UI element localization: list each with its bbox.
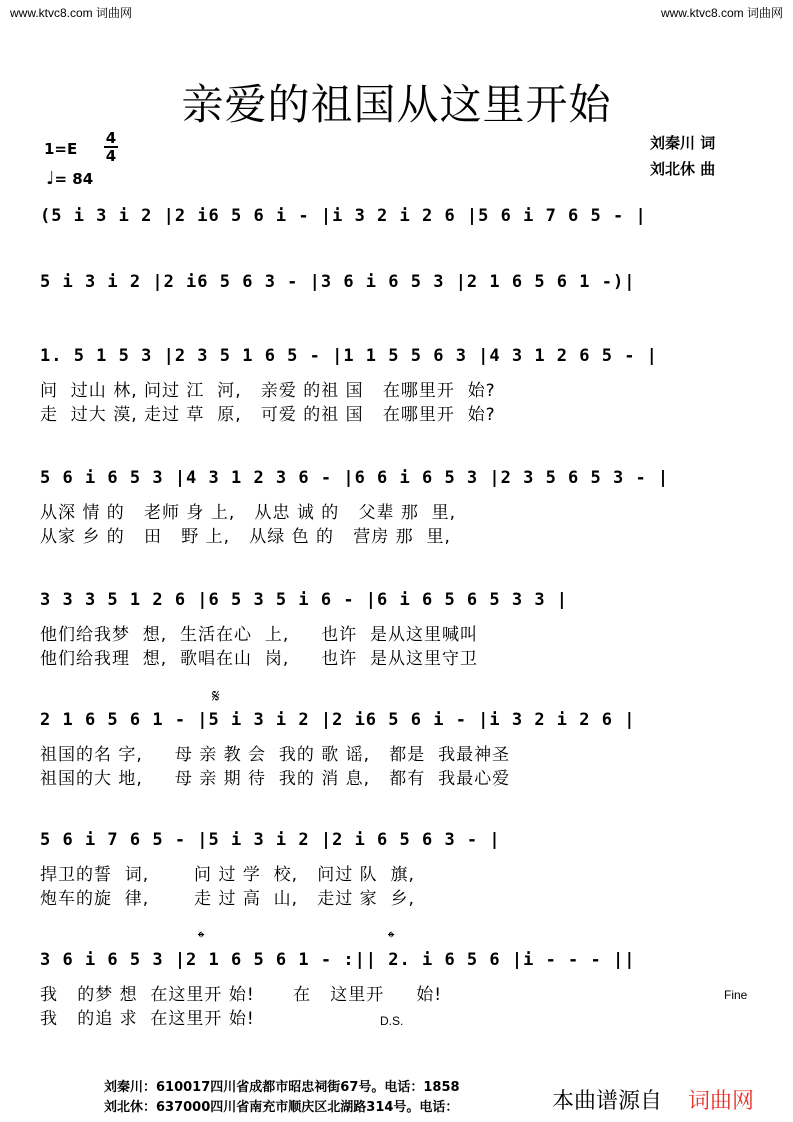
key-signature: 1=E [44,140,78,158]
lyric-row-8a: 我 的梦 想 在这里开 始! 在 这里开 始! [40,985,443,1005]
notation-row-7: 5 6 i 7 6 5 - |5 i 3 i 2 |2 i 6 5 6 3 - | [40,830,501,850]
time-signature [104,130,118,164]
notation-row-6: 2 1 6 5 6 1 - |5 i 3 i 2 |2 i6 5 6 i - |i 3 2 i 2 6 | [40,710,636,730]
watermark-right: www.ktvc8.com 词曲网 [660,6,783,20]
lyric-row-7a: 捍卫的誓 词, 问 过 学 校, 问过 队 旗, [40,865,415,885]
footer-contact-1: 刘秦川：610017四川省成都市昭忠祠街67号。电话：1858 [104,1080,460,1095]
watermark-left: www.ktvc8.com 词曲网 [10,6,133,20]
lyric-row-3a: 问 过山 林, 问过 江 河, 亲爱 的祖 国 在哪里开 始? [40,381,496,401]
lyric-row-5a: 他们给我梦 想, 生活在心 上, 也许 是从这里喊叫 [40,625,479,645]
footer-contact-2: 刘北休：637000四川省南充市顺庆区北湖路314号。电话： [104,1100,459,1115]
time-bottom: 4 [105,147,117,165]
lyricist: 刘秦川 词 [650,134,716,152]
lyric-row-4b: 从家 乡 的 田 野 上, 从绿 色 的 营房 那 里, [40,527,451,547]
notation-row-3: 1. 5 1 5 3 |2 3 5 1 6 5 - |1 1 5 5 6 3 |4 3 1 2 6 5 - | [40,346,658,366]
coda-icon-2: 𝄌 [388,928,395,949]
lyric-row-6b: 祖国的大 地, 母 亲 期 待 我的 消 息, 都有 我最心爱 [40,769,511,789]
notation-row-8: 3 6 i 6 5 3 |2 1 6 5 6 1 - :|| 2. i 6 5 6 |i - - - || [40,950,636,970]
ds-marking: D.S. [380,1014,404,1028]
lyric-row-3b: 走 过大 漠, 走过 草 原, 可爱 的祖 国 在哪里开 始? [40,405,496,425]
composer: 刘北休 曲 [650,160,716,178]
time-top: 4 [105,129,117,147]
tempo-value: = 84 [54,170,94,188]
coda-icon-1: 𝄌 [198,928,205,949]
fine-marking: Fine [724,988,748,1002]
lyric-row-7b: 炮车的旋 律, 走 过 高 山, 走过 家 乡, [40,889,415,909]
notation-row-2: 5 i 3 i 2 |2 i6 5 6 3 - |3 6 i 6 5 3 |2 1 6 5 6 1 -)| [40,272,636,292]
notation-row-4: 5 6 i 6 5 3 |4 3 1 2 3 6 - |6 6 i 6 5 3 |2 3 5 6 5 3 - | [40,468,670,488]
lyric-row-5b: 他们给我理 想, 歌唱在山 岗, 也许 是从这里守卫 [40,649,479,669]
segno-icon: 𝄋 [212,686,220,707]
lyric-row-4a: 从深 情 的 老师 身 上, 从忠 诚 的 父辈 那 里, [40,503,457,523]
source-label: 本曲谱源自 [552,1089,663,1114]
notation-row-1: (5 i 3 i 2 |2 i6 5 6 i - |i 3 2 i 2 6 |5 6 i 7 6 5 - | [40,206,647,226]
site-logo-text[interactable]: 词曲网 [688,1089,755,1114]
lyric-row-6a: 祖国的名 字, 母 亲 教 会 我的 歌 谣, 都是 我最神圣 [40,745,511,765]
lyric-row-8b: 我 的追 求 在这里开 始! [40,1009,255,1029]
song-title: 亲爱的祖国从这里开始 [181,80,612,129]
tempo-marking [46,168,93,189]
notation-row-5: 3 3 3 5 1 2 6 |6 5 3 5 i 6 - |6 i 6 5 6 5 3 3 | [40,590,569,610]
quarter-note-icon: ♩ [46,168,55,189]
